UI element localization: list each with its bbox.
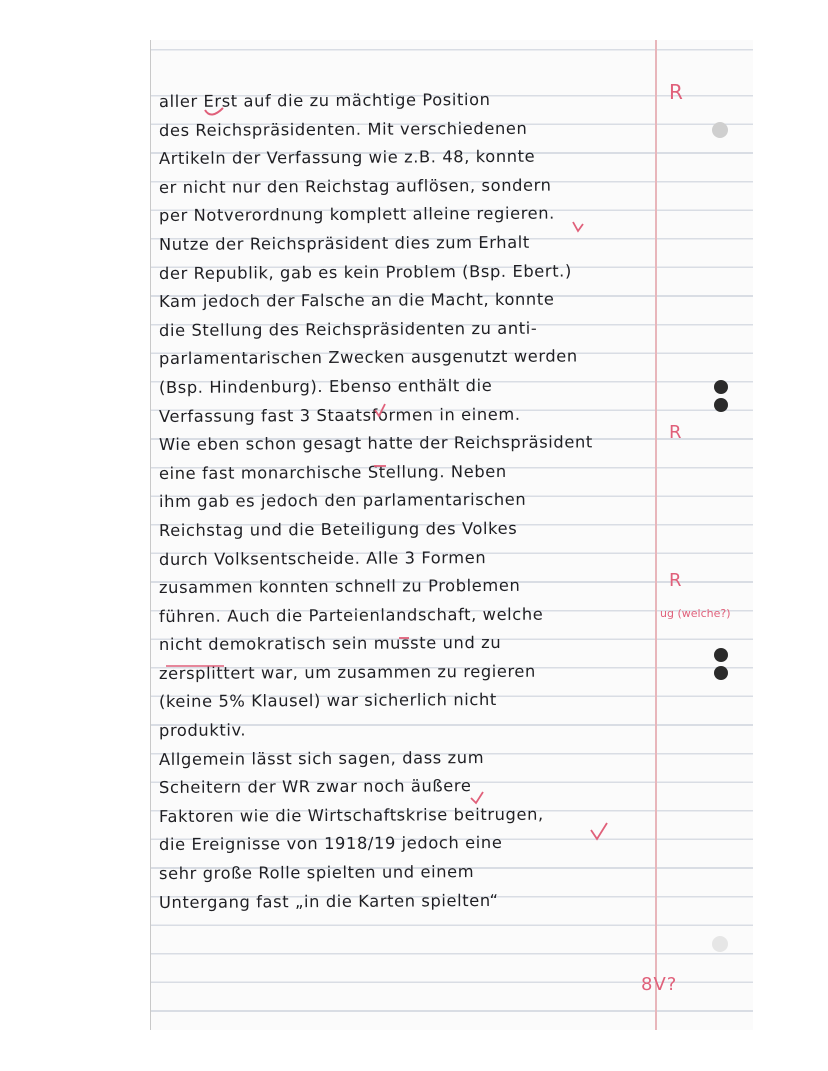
text-line: parlamentarischen Zwecken ausgenutzt werden [158, 346, 578, 369]
margin-note-r: R [669, 80, 683, 104]
text-line: die Stellung des Reichspräsidenten zu anti- [158, 318, 538, 340]
text-line: zusammen konnten schnell zu Problemen [158, 575, 521, 598]
text-line: führen. Auch die Parteienlandschaft, welche [158, 604, 544, 626]
underline-spacer-19 [395, 638, 396, 639]
text-line: der Republik, gab es kein Problem (Bsp. Ebert.) [158, 261, 572, 283]
text-line: Verfassung fast 3 Staatsformen in einem. [158, 404, 521, 426]
check-mark-icon [203, 106, 225, 120]
text-line: des Reichspräsidenten. Mit verschiedenen [158, 118, 528, 140]
text-line: Nutze der Reichspräsident dies zum Erhalt [158, 232, 530, 254]
binder-hole [714, 648, 728, 662]
underline-spacer-3 [399, 635, 400, 636]
text-line: Scheitern der WR zwar noch äußere [158, 776, 472, 798]
text-line: eine fast monarchische Stellung. Neben [158, 461, 507, 483]
binder-hole [714, 666, 728, 680]
margin-note-r: R [669, 422, 682, 443]
text-line: Reichstag und die Beteiligung des Volkes [158, 518, 518, 540]
text-line: er nicht nur den Reichstag auflösen, sondern [158, 175, 552, 197]
underline-mark [165, 664, 225, 668]
text-line: Allgemein lässt sich sagen, dass zum [158, 747, 485, 769]
underline-mark [373, 464, 387, 468]
text-line: durch Volksentscheide. Alle 3 Formen [158, 547, 487, 569]
text-line: Untergang fast „in die Karten spielten“ [158, 890, 499, 912]
notebook-page [150, 40, 753, 1030]
margin-note-ugs: ug (welche?) [660, 607, 731, 620]
underline-spacer-14 [402, 639, 403, 640]
underline-spacer-11 [398, 639, 399, 640]
handwritten-text [159, 88, 753, 917]
text-line: Faktoren wie die Wirtschaftskrise beitrugen, [158, 804, 544, 826]
text-line: Kam jedoch der Falsche an die Macht, konnte [158, 289, 555, 312]
underline-spacer-20 [394, 637, 395, 638]
text-line: aller Erst auf die zu mächtige Position [158, 89, 491, 111]
text-line: die Ereignisse von 1918/19 jedoch eine [158, 833, 503, 855]
text-line: nicht demokratisch sein musste und zu [158, 633, 502, 655]
underline-spacer-12 [397, 638, 398, 639]
check-mark-icon [589, 820, 609, 842]
text-line: per Notverordnung komplett alleine regieren. [158, 203, 555, 226]
underline-spacer-18 [404, 639, 405, 640]
check-mark-icon [571, 220, 585, 234]
text-line: zersplittert war, um zusammen zu regieren [158, 661, 536, 683]
underline-spacer [401, 636, 402, 637]
binder-hole [714, 398, 728, 412]
underline-spacer-15 [401, 638, 402, 639]
binder-hole [712, 122, 728, 138]
underline-spacer-6 [377, 650, 378, 651]
text-line: Wie eben schon gesagt hatte der Reichspräsident [158, 432, 593, 455]
text-line: sehr große Rolle spielten und einem [158, 862, 475, 884]
check-mark-icon [469, 790, 485, 806]
grade-note: 8V? [641, 974, 678, 995]
binder-hole [714, 380, 728, 394]
underline-spacer-5 [391, 636, 392, 637]
underline-spacer-7 [373, 650, 374, 651]
text-line: produktiv. [158, 720, 247, 741]
check-mark-icon [373, 402, 387, 418]
text-line: (keine 5% Klausel) war sicherlich nicht [158, 690, 497, 712]
underline-spacer-16 [405, 637, 406, 638]
text-line: Artikeln der Verfassung wie z.B. 48, konnte [158, 146, 536, 169]
underline-spacer-10 [399, 638, 400, 639]
margin-note-r: R [669, 570, 682, 591]
underline-spacer-17 [407, 638, 408, 639]
text-line: ihm gab es jedoch den parlamentarischen [158, 490, 527, 512]
text-line: (Bsp. Hindenburg). Ebenso enthält die [158, 375, 493, 397]
binder-hole [712, 936, 728, 952]
underline-spacer-8 [376, 638, 377, 639]
